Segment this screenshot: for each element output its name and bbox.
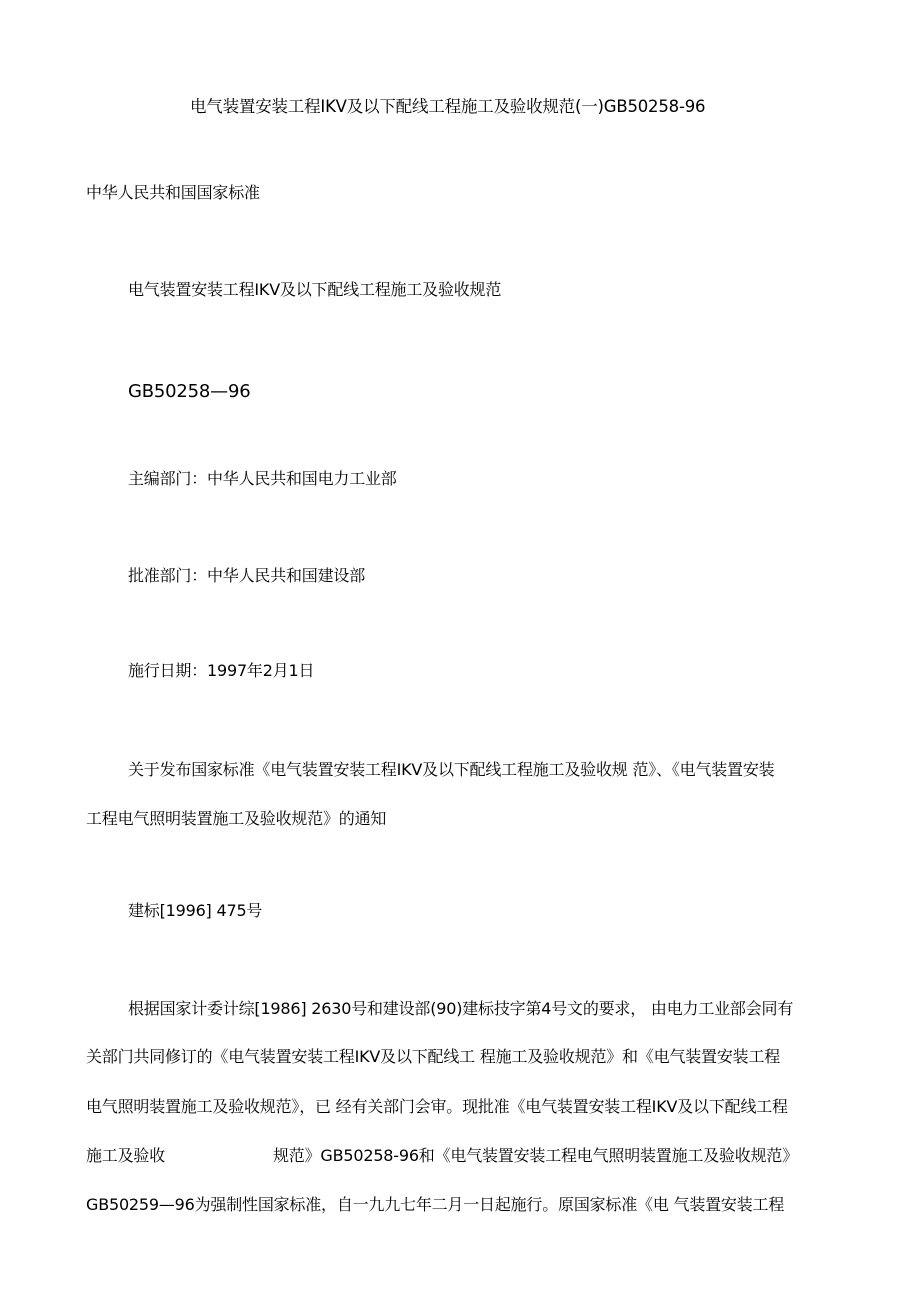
issuing-org: 中华人民共和国国家标准 [86, 183, 260, 202]
notice-title-line: 关于发布国家标准《电气装置安装工程IKV及以下配线工程施工及验收规 范》、《电气装置安装 [128, 760, 775, 779]
body-line: 根据国家计委计综[1986] 2630号和建设部(90)建标技字第4号文的要求， 由电力工业部会同有 [128, 999, 794, 1018]
approver-line: 批准部门：中华人民共和国建设部 [128, 566, 366, 585]
notice-title-line: 工程电气照明装置施工及验收规范》的通知 [86, 809, 387, 828]
document-number: 建标[1996] 475号 [128, 901, 263, 920]
body-line: GB50259—96为强制性国家标准，自一九九七年二月一日起施行。原国家标准《电 气装置安装工程 [86, 1195, 785, 1214]
body-line: 电气照明装置施工及验收规范》，已 经有关部门会审。现批准《电气装置安装工程IKV及以下配线工程 [86, 1097, 788, 1116]
body-line: 规范》GB50258-96和《电气装置安装工程电气照明装置施工及验收规范》 [273, 1146, 799, 1165]
body-line: 施工及验收 [86, 1146, 166, 1165]
effective-date-line: 施行日期：1997年2月1日 [128, 661, 315, 680]
standard-code: GB50258—96 [128, 381, 251, 402]
standard-name: 电气装置安装工程IKV及以下配线工程施工及验收规范 [128, 280, 502, 299]
chief-editor-line: 主编部门：中华人民共和国电力工业部 [128, 469, 397, 488]
document-title: 电气装置安装工程IKV及以下配线工程施工及验收规范(一)GB50258-96 [190, 97, 706, 116]
body-line: 关部门共同修订的《电气装置安装工程IKV及以下配线工 程施工及验收规范》和《电气装置安装工程 [86, 1047, 781, 1066]
